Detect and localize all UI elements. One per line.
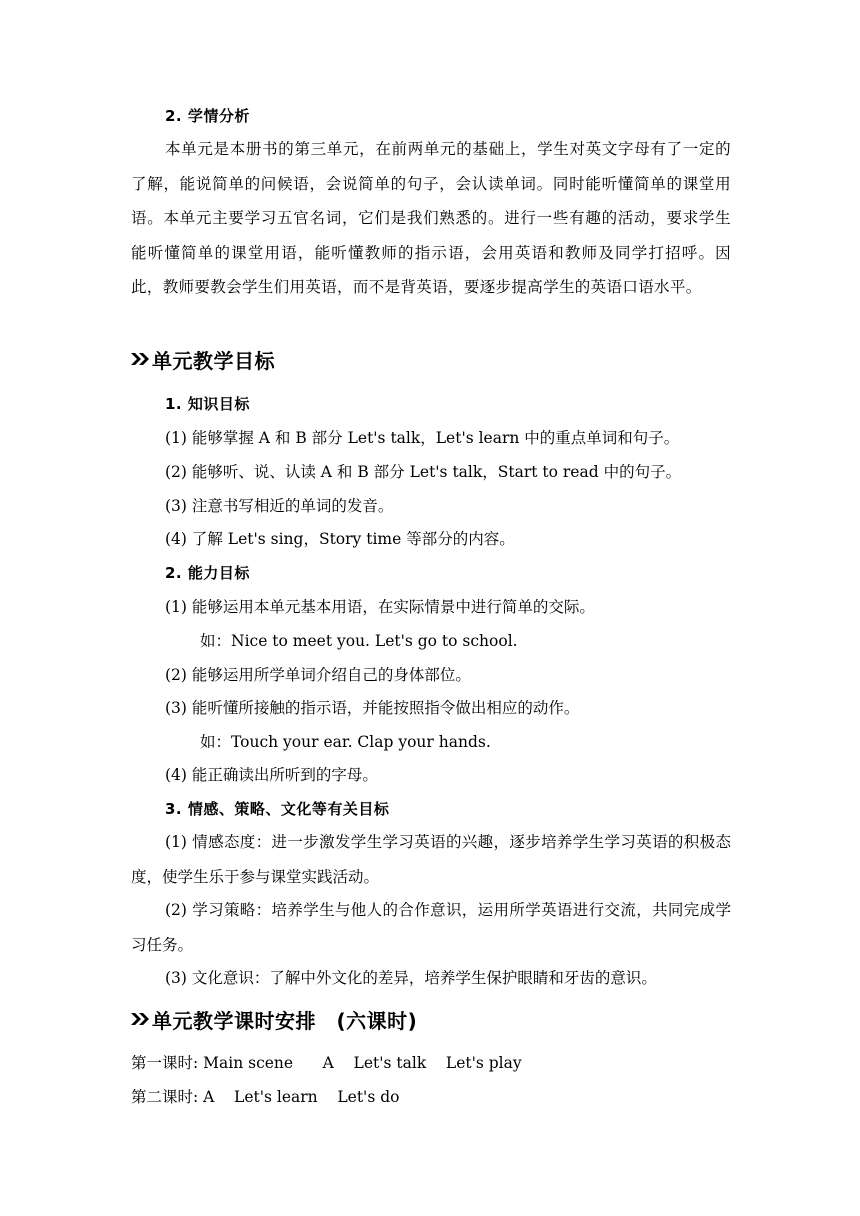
double-chevron-icon xyxy=(131,1012,151,1026)
knowledge-heading: 1. 知识目标 xyxy=(165,395,250,413)
ability-item: (1) 能够运用本单元基本用语，在实际情景中进行简单的交际。 xyxy=(165,598,595,616)
emotion-paragraph: (2) 学习策略：培养学生与他人的合作意识，运用所学英语进行交流，共同完成学习任务。 xyxy=(131,901,731,954)
analysis-heading: 2. 学情分析 xyxy=(165,107,250,125)
ability-item: (4) 能正确读出所听到的字母。 xyxy=(165,766,378,784)
ability-heading: 2. 能力目标 xyxy=(165,564,250,582)
analysis-paragraph: 本单元是本册书的第三单元，在前两单元的基础上，学生对英文字母有了一定的了解，能说简单的问候语，会说简单的句子，会认读单词。同时能听懂简单的课堂用语。本单元主要学习五官名词，它们是我们熟悉的。进行一些有趣的活动，要求学生能听懂简单的课堂用语，能听懂教师的指示语，会用英语和教师及同学打招呼。因此，教师要教会学生们用英语，而不是背英语，要逐步提高学生的英语口语水平。 xyxy=(131,140,731,297)
emotion-heading: 3. 情感、策略、文化等有关目标 xyxy=(165,800,390,818)
lesson-line: 第二课时: A Let's learn Let's do xyxy=(131,1088,400,1106)
lesson-line: 第一课时: Main scene A Let's talk Let's play xyxy=(131,1054,522,1072)
emotion-paragraph: (3) 文化意识：了解中外文化的差异，培养学生保护眼睛和牙齿的意识。 xyxy=(165,969,657,987)
ability-example: 如：Nice to meet you. Let's go to school. xyxy=(200,632,518,650)
ability-example: 如：Touch your ear. Clap your hands. xyxy=(200,733,491,751)
knowledge-item: (2) 能够听、说、认读 A 和 B 部分 Let's talk，Start to read 中的句子。 xyxy=(165,463,682,481)
schedule-section-title xyxy=(131,1004,417,1034)
double-chevron-icon xyxy=(131,352,151,366)
knowledge-item: (3) 注意书写相近的单词的发音。 xyxy=(165,497,394,515)
knowledge-item: (4) 了解 Let's sing，Story time 等部分的内容。 xyxy=(165,530,515,548)
knowledge-item: (1) 能够掌握 A 和 B 部分 Let's talk，Let's learn 中的重点单词和句子。 xyxy=(165,429,680,447)
objectives-title: 单元教学目标 xyxy=(152,348,275,373)
emotion-paragraph: (1) 情感态度：进一步激发学生学习英语的兴趣，逐步培养学生学习英语的积极态度，使学生乐于参与课堂实践活动。 xyxy=(131,833,731,886)
ability-item: (3) 能听懂所接触的指示语，并能按照指令做出相应的动作。 xyxy=(165,699,580,717)
objectives-section-title xyxy=(131,344,275,374)
schedule-title: 单元教学课时安排 (六课时) xyxy=(152,1008,418,1033)
ability-item: (2) 能够运用所学单词介绍自己的身体部位。 xyxy=(165,666,471,684)
